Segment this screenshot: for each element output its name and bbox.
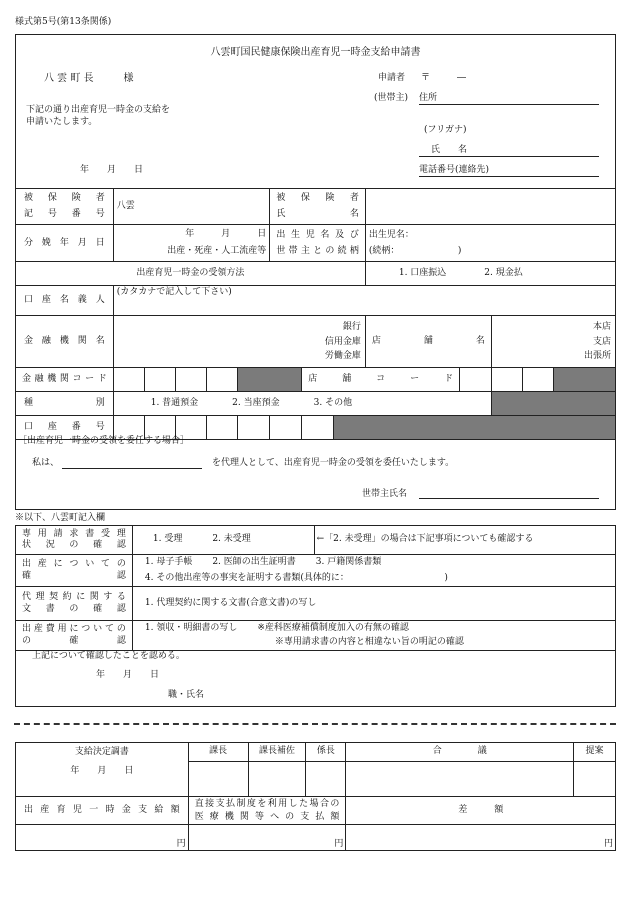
application-date: 年 月 日 <box>80 165 144 175</box>
table-row <box>16 526 616 555</box>
account-holder-label: 口 座 名 義 人 <box>16 286 114 316</box>
table-row <box>16 262 616 286</box>
receipt-method-options[interactable]: 1. 口座振込 2. 現金払 <box>365 262 615 286</box>
branch-code-digit[interactable] <box>460 368 492 392</box>
bank-code-digit[interactable] <box>207 368 238 392</box>
delegation-suffix: を代理人として、出産育児一時金の受領を委任いたします。 <box>212 458 455 468</box>
direct-payment-field[interactable]: 円 <box>188 825 346 851</box>
col-council: 合 議 <box>346 743 574 762</box>
stamp-council[interactable] <box>346 762 574 797</box>
account-holder-field[interactable]: (カタカナで記入して下さい) <box>113 286 615 316</box>
table-row <box>16 189 616 225</box>
decision-label-cell: 支給決定調書 年 月 日 <box>16 743 189 797</box>
shaded-cell <box>491 392 615 416</box>
confirmation-cell: 上記について確認したことを認める。 年 月 日 職・氏名 <box>16 651 616 707</box>
table-row <box>16 651 616 707</box>
total-amount-label: 出 産 育 児 一 時 金 支 給 額 <box>16 797 189 825</box>
bank-name-label: 金 融 機 関 名 <box>16 316 114 368</box>
table-row <box>16 555 616 587</box>
decision-table <box>15 742 616 851</box>
birth-date-field[interactable]: 年 月 日 出産・死産・人工流産等 <box>113 225 270 262</box>
address-field[interactable] <box>419 93 599 105</box>
table-row <box>16 392 616 416</box>
office-use-note: ※以下、八雲町記入欄 <box>15 513 106 523</box>
receipt-method-label: 出産育児一時金の受領方法 <box>16 262 366 286</box>
col-deputy: 課長補佐 <box>248 743 306 762</box>
agency-doc-options[interactable]: 1. 代理契約に関する文書(合意文書)の写し <box>132 587 615 621</box>
agent-name-field[interactable] <box>62 468 202 469</box>
bank-code-label: 金融機関コード <box>16 368 114 392</box>
cost-check-label: 出産費用についての の 確 認 <box>16 621 133 651</box>
phone-label: 電話番号(連絡先) <box>419 165 490 175</box>
bank-code-digit[interactable] <box>113 368 144 392</box>
col-proposal: 提案 <box>574 743 616 762</box>
address-label: 住所 <box>419 93 438 103</box>
request-status-label: 専 用 請 求 書 受 理 状 況 の 確 認 <box>16 526 133 555</box>
agency-doc-label: 代理契約に関する 文 書 の 確 認 <box>16 587 133 621</box>
table-row <box>16 587 616 621</box>
bank-code-digit[interactable] <box>175 368 207 392</box>
insured-name-field[interactable] <box>365 189 615 225</box>
name-field[interactable] <box>419 145 599 157</box>
account-type-options[interactable]: 1. 普通預金 2. 当座預金 3. その他 <box>113 392 491 416</box>
total-amount-field[interactable]: 円 <box>16 825 189 851</box>
shaded-cell <box>553 368 615 392</box>
col-head: 係長 <box>306 743 346 762</box>
direct-payment-label: 直接支払制度を利用した場合の 医 療 機 関 等 へ の 支 払 額 <box>188 797 346 825</box>
stamp-chief[interactable] <box>188 762 248 797</box>
birth-check-label: 出 産 に つ い て の 確 認 <box>16 555 133 587</box>
application-header-box <box>15 34 616 188</box>
delegation-heading: ［出産育児一時金の受領を委任する場合］ <box>18 436 190 446</box>
householder-sign-field[interactable] <box>419 498 599 499</box>
form-reference: 様式第5号(第13条関係) <box>15 17 112 27</box>
application-table <box>15 188 616 440</box>
office-check-table <box>15 525 616 707</box>
difference-label: 差 額 <box>346 797 616 825</box>
stamp-head[interactable] <box>306 762 346 797</box>
table-row <box>16 743 616 762</box>
furigana-label: (フリガナ) <box>424 125 467 135</box>
table-row <box>16 825 616 851</box>
insured-name-label: 被 保 険 者 氏 名 <box>270 189 366 225</box>
col-chief: 課長 <box>188 743 248 762</box>
table-row <box>16 316 616 368</box>
stamp-deputy[interactable] <box>248 762 306 797</box>
confirmer-sign-field[interactable]: 職・氏名 <box>168 689 205 700</box>
table-row <box>16 286 616 316</box>
insured-number-label: 被 保 険 者 記 号 番 号 <box>16 189 114 225</box>
difference-field[interactable]: 円 <box>346 825 616 851</box>
table-row <box>16 368 616 392</box>
branch-code-digit[interactable] <box>491 368 522 392</box>
cost-check-options[interactable]: 1. 領収・明細書の写し ※産科医療補償制度加入の有無の確認 ※専用請求書の内容と相違ない旨の明記の確認 <box>132 621 615 651</box>
cut-line <box>14 723 616 725</box>
name-label: 氏 名 <box>431 145 468 155</box>
branch-code-digit[interactable] <box>522 368 553 392</box>
householder-sign-label: 世帯主氏名 <box>362 489 408 499</box>
delegation-prefix: 私は、 <box>32 458 60 468</box>
delegation-box <box>15 434 616 510</box>
branch-name-field[interactable]: 本店 支店 出張所 <box>491 316 615 368</box>
request-status-options[interactable]: 1. 受理 2. 未受理 <box>132 526 314 555</box>
table-row <box>16 621 616 651</box>
child-relation-field[interactable]: 出生児名： (続柄： ) <box>365 225 615 262</box>
request-status-note: ←「2. 未受理」の場合は下記事項についても確認する <box>314 526 615 555</box>
applicant-label: 申請者 <box>378 73 406 83</box>
branch-code-label: 店 舗 コ ー ド <box>302 368 460 392</box>
birth-date-label: 分 娩 年 月 日 <box>16 225 114 262</box>
stamp-proposal[interactable] <box>574 762 616 797</box>
request-text-1: 下記の通り出産育児一時金の支給を <box>26 105 171 115</box>
addressee: 八 雲 町 長 様 <box>44 73 134 84</box>
birth-check-options[interactable]: 1. 母子手帳 2. 医師の出生証明書 3. 戸籍関係書類 4. その他出産等の事実を証明する書類(具体的に： ) <box>132 555 615 587</box>
householder-label: (世帯主) <box>374 93 409 103</box>
table-row <box>16 797 616 825</box>
branch-name-label: 店 舗 名 <box>365 316 491 368</box>
request-text-2: 申請いたします。 <box>26 117 98 127</box>
postal-code-field[interactable]: 〒 ― <box>421 73 467 83</box>
phone-field[interactable] <box>419 165 599 177</box>
bank-code-digit[interactable] <box>144 368 175 392</box>
account-number-label: 口 座 番 号 <box>16 416 114 440</box>
child-relation-label: 出 生 児 名 及 び 世 帯 主 と の 続 柄 <box>270 225 366 262</box>
insured-number-field[interactable]: 八雲 <box>113 189 270 225</box>
bank-name-field[interactable]: 銀行 信用金庫 労働金庫 <box>113 316 365 368</box>
shaded-cell <box>238 368 302 392</box>
table-row <box>16 225 616 262</box>
account-type-label: 種 別 <box>16 392 114 416</box>
form-title: 八雲町国民健康保険出産育児一時金支給申請書 <box>210 47 421 58</box>
